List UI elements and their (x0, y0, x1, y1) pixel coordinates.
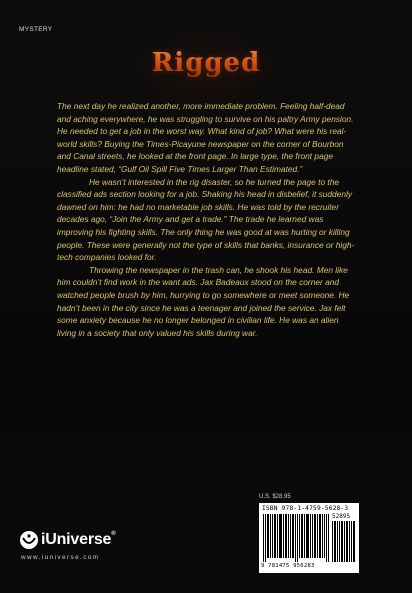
book-title: Rigged (0, 48, 412, 78)
publisher-url: www.iuniverse.com (21, 554, 100, 561)
barcode-card (259, 503, 359, 573)
publisher-name: iUniverse® (41, 531, 116, 548)
synopsis-paragraph-1: The next day he realized another, more immediate problem. Feeling half-dead and aching everywhere, he was struggling to survive on his paltry Army pension. He needed to get a job in the worst way. What kind of job? What were his real-world skills? Buying the Times-Picayune newspaper on the corner of Bourbon and Canal streets, he looked at the front page. In large type, the front page headline stated, “Gulf Oil Spill Five Times Larger Than Estimated.” (57, 101, 354, 174)
addon-code: 52895 (332, 513, 351, 520)
synopsis-paragraph-3: Throwing the newspaper in the trash can, he shook his head. Men like him couldn’t find work in the want ads. Jax Badeaux stood on the corner and watched people brush by him, hurrying to go somewhere or meet someone. He hadn’t been in the city since he was a teenager and joined the service. Jax felt some anxiety because he no longer belonged in civilian life. He was an alien living in a society that only valued his skills during war. (57, 264, 350, 338)
genre-label: MYSTERY (19, 26, 53, 33)
addon-barcode (332, 521, 356, 562)
ean-number: 9 781475 956283 (261, 563, 315, 569)
price-label: U.S. $28.95 (259, 494, 291, 500)
publisher-block (19, 530, 115, 561)
iuniverse-logo-icon (19, 530, 39, 550)
isbn-text: ISBN 978-1-4759-5628-3 (262, 505, 349, 512)
synopsis-text (57, 100, 359, 339)
synopsis-paragraph-2: He wasn’t interested in the rig disaster, so he turned the page to the classified ads section looking for a job. Shaking his head in disbelief, it suddenly dawned on him: he had no marketable job skills. He was told by the recruiter decades ago, “Join the Army and get a trade.” The trade he learned was improving his fighting skills. The only thing he was good at was hurting or killing people. These were generally not the type of skills that banks, insurance or high-tech companies looked for. (57, 176, 355, 263)
publisher-logo (19, 530, 115, 550)
ean-barcode (263, 514, 329, 562)
price-barcode-block (259, 494, 359, 573)
